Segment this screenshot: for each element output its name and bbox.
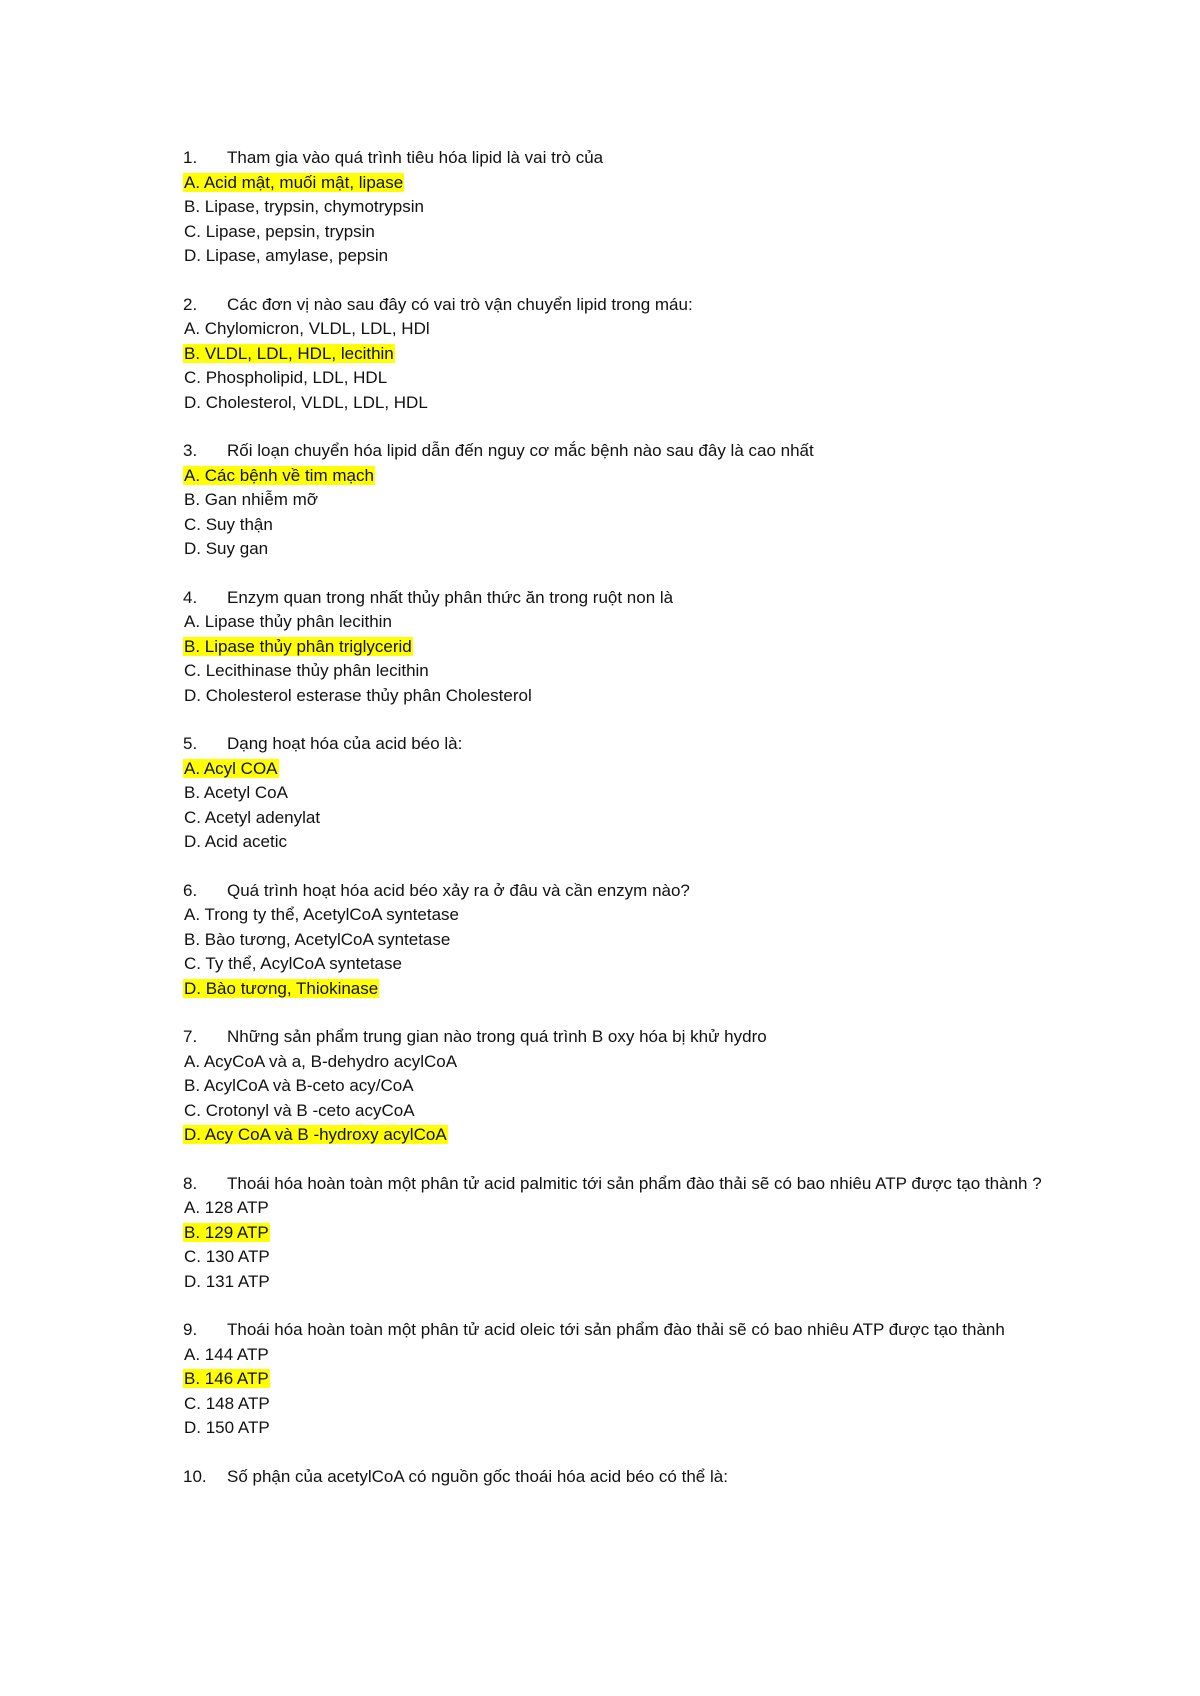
answer-option-text: B. Acetyl CoA bbox=[184, 783, 288, 802]
question-number: 7. bbox=[183, 1027, 198, 1046]
answer-option-highlighted bbox=[183, 342, 1043, 367]
answer-option bbox=[183, 488, 1043, 513]
answer-option-text: D. 131 ATP bbox=[184, 1271, 270, 1291]
question-stem bbox=[183, 1172, 1043, 1197]
answer-option-text: C. Suy thận bbox=[184, 514, 273, 534]
answer-option-text: B. Lipase thủy phân triglycerid bbox=[184, 636, 412, 656]
question-number: 6. bbox=[183, 880, 198, 900]
answer-option-text: D. Lipase, amylase, pepsin bbox=[184, 246, 389, 265]
answer-option bbox=[183, 391, 1043, 416]
question-stem bbox=[183, 146, 1043, 171]
answer-option-highlighted bbox=[183, 635, 1043, 660]
question-block bbox=[183, 1318, 1043, 1441]
answer-option bbox=[183, 659, 1043, 684]
answer-option bbox=[183, 781, 1043, 806]
question-number: 3. bbox=[183, 441, 198, 460]
answer-option bbox=[183, 244, 1043, 269]
answer-option bbox=[183, 830, 1043, 855]
answer-option-highlighted bbox=[183, 171, 1043, 196]
question-text: Những sản phẩm trung gian nào trong quá trình B oxy hóa bị khử hydro bbox=[227, 1027, 767, 1046]
answer-option bbox=[183, 513, 1043, 538]
answer-option bbox=[183, 1050, 1043, 1075]
answer-option-text: C. Crotonyl và B -ceto acyCoA bbox=[184, 1100, 415, 1120]
question-block bbox=[183, 586, 1043, 709]
answer-option-text: A. Trong ty thể, AcetylCoA syntetase bbox=[184, 905, 459, 924]
question-block bbox=[183, 1025, 1043, 1148]
answer-option-text: D. Acy CoA và B -hydroxy acylCoA bbox=[184, 1125, 447, 1144]
answer-option bbox=[183, 1245, 1043, 1270]
question-number: 2. bbox=[183, 294, 198, 314]
answer-option-text: A. Lipase thủy phân lecithin bbox=[184, 612, 392, 631]
question-text: Tham gia vào quá trình tiêu hóa lipid là vai trò của bbox=[227, 148, 604, 167]
answer-option bbox=[183, 806, 1043, 831]
question-block bbox=[183, 146, 1043, 269]
answer-option-highlighted bbox=[183, 757, 1043, 782]
answer-option-text: A. Acyl COA bbox=[184, 758, 278, 778]
answer-option bbox=[183, 1416, 1043, 1441]
answer-option-text: B. Gan nhiễm mỡ bbox=[184, 490, 318, 509]
question-stem bbox=[183, 1465, 1043, 1490]
question-stem bbox=[183, 439, 1043, 464]
question-text: Dạng hoạt hóa của acid béo là: bbox=[227, 734, 463, 753]
answer-option-highlighted bbox=[183, 977, 1043, 1002]
answer-option-text: D. Suy gan bbox=[184, 539, 269, 558]
answer-option bbox=[183, 1270, 1043, 1295]
question-block bbox=[183, 732, 1043, 855]
answer-option-text: C. 130 ATP bbox=[184, 1247, 270, 1266]
question-number: 4. bbox=[183, 587, 198, 607]
answer-option-text: B. Lipase, trypsin, chymotrypsin bbox=[184, 197, 424, 216]
answer-option bbox=[183, 1196, 1043, 1221]
question-number: 9. bbox=[183, 1320, 198, 1339]
question-text: Các đơn vị nào sau đây có vai trò vận chuyển lipid trong máu: bbox=[227, 294, 693, 314]
question-number: 10. bbox=[183, 1466, 207, 1486]
question-block bbox=[183, 439, 1043, 562]
answer-option bbox=[183, 1392, 1043, 1417]
answer-option bbox=[183, 537, 1043, 562]
question-text: Thoái hóa hoàn toàn một phân tử acid palmitic tới sản phẩm đào thải sẽ có bao nhiêu ATP được tạo thành ? bbox=[227, 1173, 1042, 1193]
answer-option-text: B. AcylCoA và B-ceto acy/CoA bbox=[184, 1076, 414, 1095]
answer-option bbox=[183, 195, 1043, 220]
question-list bbox=[183, 146, 1043, 1513]
answer-option bbox=[183, 1074, 1043, 1099]
answer-option-text: A. Acid mật, muối mật, lipase bbox=[184, 172, 404, 192]
answer-option-highlighted bbox=[183, 1123, 1043, 1148]
answer-option-highlighted bbox=[183, 1221, 1043, 1246]
answer-option bbox=[183, 928, 1043, 953]
answer-option-text: D. Cholesterol, VLDL, LDL, HDL bbox=[184, 392, 428, 412]
answer-option-text: A. 144 ATP bbox=[184, 1344, 269, 1364]
answer-option bbox=[183, 317, 1043, 342]
question-number: 8. bbox=[183, 1173, 198, 1193]
question-block bbox=[183, 879, 1043, 1002]
question-stem bbox=[183, 293, 1043, 318]
question-text: Rối loạn chuyển hóa lipid dẫn đến nguy cơ mắc bệnh nào sau đây là cao nhất bbox=[227, 441, 814, 460]
answer-option-text: C. Lipase, pepsin, trypsin bbox=[184, 221, 375, 241]
answer-option-text: B. VLDL, LDL, HDL, lecithin bbox=[184, 343, 394, 363]
answer-option-text: D. Bào tương, Thiokinase bbox=[184, 978, 379, 998]
answer-option-text: B. 129 ATP bbox=[184, 1222, 269, 1242]
answer-option bbox=[183, 1343, 1043, 1368]
question-stem bbox=[183, 732, 1043, 757]
answer-option-text: B. Bào tương, AcetylCoA syntetase bbox=[184, 929, 451, 949]
question-text: Số phận của acetylCoA có nguồn gốc thoái hóa acid béo có thể là: bbox=[227, 1466, 728, 1486]
question-block bbox=[183, 293, 1043, 416]
question-stem bbox=[183, 879, 1043, 904]
question-text: Thoái hóa hoàn toàn một phân tử acid oleic tới sản phẩm đào thải sẽ có bao nhiêu ATP được tạo thành bbox=[227, 1320, 1005, 1339]
answer-option bbox=[183, 952, 1043, 977]
answer-option-text: C. Phospholipid, LDL, HDL bbox=[184, 368, 388, 387]
answer-option bbox=[183, 366, 1043, 391]
answer-option bbox=[183, 610, 1043, 635]
question-stem bbox=[183, 1025, 1043, 1050]
answer-option-highlighted bbox=[183, 464, 1043, 489]
answer-option-text: D. 150 ATP bbox=[184, 1418, 270, 1437]
question-text: Quá trình hoạt hóa acid béo xảy ra ở đâu và cần enzym nào? bbox=[227, 880, 690, 900]
answer-option-text: C. 148 ATP bbox=[184, 1393, 270, 1413]
answer-option-text: B. 146 ATP bbox=[184, 1369, 269, 1388]
question-stem bbox=[183, 586, 1043, 611]
answer-option-text: C. Acetyl adenylat bbox=[184, 807, 321, 827]
answer-option bbox=[183, 1099, 1043, 1124]
answer-option-highlighted bbox=[183, 1367, 1043, 1392]
question-block bbox=[183, 1465, 1043, 1490]
answer-option-text: A. Chylomicron, VLDL, LDL, HDl bbox=[184, 319, 430, 338]
question-text: Enzym quan trong nhất thủy phân thức ăn trong ruột non là bbox=[227, 587, 674, 607]
answer-option-text: A. Các bệnh về tim mạch bbox=[184, 465, 374, 485]
answer-option bbox=[183, 903, 1043, 928]
question-number: 1. bbox=[183, 148, 198, 167]
answer-option-text: D. Acid acetic bbox=[184, 832, 287, 851]
answer-option-text: C. Ty thể, AcylCoA syntetase bbox=[184, 954, 402, 973]
answer-option bbox=[183, 684, 1043, 709]
question-stem bbox=[183, 1318, 1043, 1343]
answer-option-text: C. Lecithinase thủy phân lecithin bbox=[184, 661, 429, 680]
question-block bbox=[183, 1172, 1043, 1295]
answer-option-text: A. AcyCoA và a, B-dehydro acylCoA bbox=[184, 1051, 458, 1071]
answer-option bbox=[183, 220, 1043, 245]
question-number: 5. bbox=[183, 734, 198, 753]
answer-option-text: A. 128 ATP bbox=[184, 1198, 269, 1217]
answer-option-text: D. Cholesterol esterase thủy phân Cholesterol bbox=[184, 685, 532, 705]
